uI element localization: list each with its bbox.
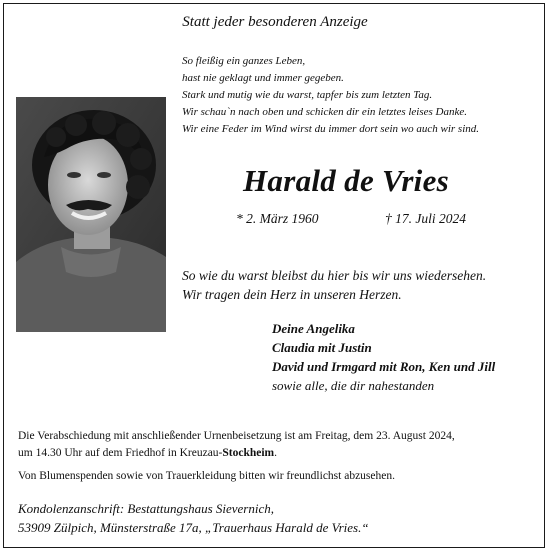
funeral-line: Die Verabschiedung mit anschließender Urnenbeisetzung ist am Freitag, dem 23. August 2024, [18, 430, 455, 442]
mourner-line: David und Irmgard mit Ron, Ken und Jill [272, 359, 496, 374]
deceased-name: Harald de Vries [243, 163, 450, 198]
motto [182, 266, 486, 304]
condolence-address [18, 499, 369, 537]
funeral-time-text: um 14.30 Uhr auf dem Friedhof in Kreuzau- [18, 447, 223, 459]
birth-date: * 2. März 1960 [236, 211, 319, 226]
motto-line: So wie du warst bleibst du hier bis wir uns wiedersehen. [182, 268, 487, 283]
poem-line: Wir schau`n nach oben und schicken dir ein letztes leises Danke. [182, 106, 468, 118]
poem-line: So fleißig ein ganzes Leben, [182, 55, 306, 67]
portrait-photo [16, 97, 166, 332]
condolence-line: Kondolenzanschrift: Bestattungshaus Sievernich, [18, 501, 275, 516]
poem-line: hast nie geklagt und immer gegeben. [182, 72, 344, 84]
funeral-line [18, 445, 455, 462]
mourners-list [272, 319, 495, 395]
funeral-line-end: . [274, 447, 278, 459]
mourner-line: sowie alle, die dir nahestanden [272, 378, 435, 393]
condolence-line: 53909 Zülpich, Münsterstraße 17a, „Trauerhaus Harald de Vries.“ [18, 520, 369, 535]
poem [182, 53, 479, 138]
poem-line: Wir eine Feder im Wind wirst du immer dort sein wo auch wir sind. [182, 123, 479, 135]
mourner-line: Deine Angelika [272, 321, 355, 336]
mourner-line: Claudia mit Justin [272, 340, 372, 355]
flowers-request: Von Blumenspenden sowie von Trauerkleidung bitten wir freundlichst abzusehen. [18, 470, 395, 482]
funeral-notice [18, 428, 455, 462]
funeral-place: Stockheim [222, 447, 275, 459]
header-note: Statt jeder besonderen Anzeige [182, 14, 368, 30]
poem-line: Stark und mutig wie du warst, tapfer bis zum letzten Tag. [182, 89, 433, 101]
motto-line: Wir tragen dein Herz in unseren Herzen. [182, 287, 402, 302]
death-date: † 17. Juli 2024 [385, 211, 466, 226]
